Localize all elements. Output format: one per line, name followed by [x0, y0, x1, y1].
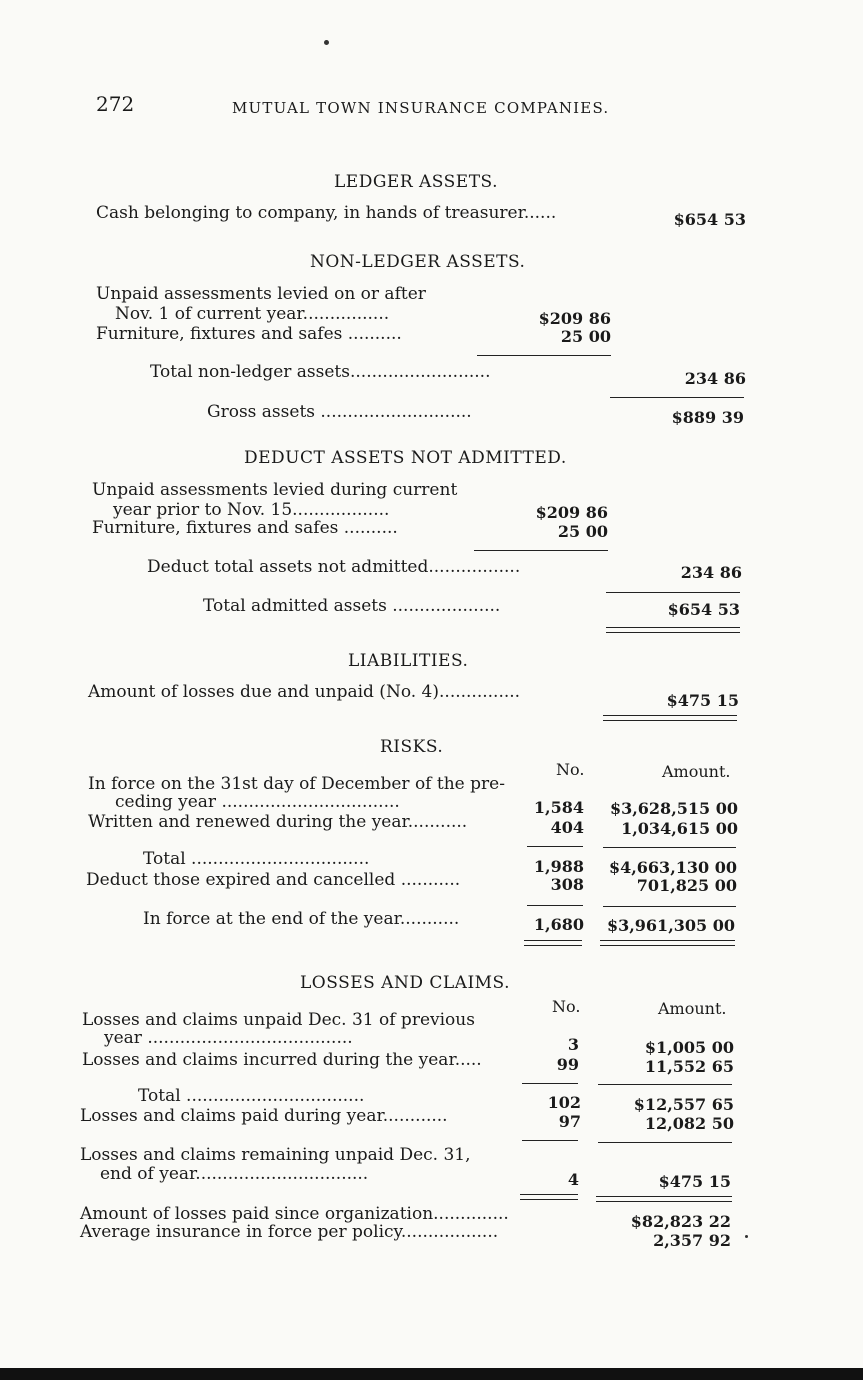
not-admitted-heading: DEDUCT ASSETS NOT ADMITTED. — [244, 448, 567, 468]
scan-bottom-edge — [0, 1368, 863, 1380]
losses-incurred-amount: 11,552 65 — [644, 1057, 734, 1076]
losses-paid-no: 97 — [558, 1112, 581, 1131]
losses-incurred-label: Losses and claims incurred during the year..... — [82, 1050, 482, 1070]
losses-incurred-no: 99 — [556, 1055, 579, 1074]
losses-unpaid-prev-amount: $1,005 00 — [644, 1038, 734, 1057]
risks-no-rule-1 — [527, 846, 583, 847]
risks-col-no: No. — [556, 760, 585, 779]
scan-speck — [324, 40, 329, 45]
risks-written-no: 404 — [550, 818, 584, 837]
average-label: Average insurance in force per policy.................. — [80, 1222, 499, 1242]
average-value: 2,357 92 — [653, 1231, 731, 1250]
losses-remaining-label-2: end of year................................ — [100, 1164, 369, 1184]
na-unpaid-label-2: year prior to Nov. 15.................. — [113, 500, 390, 520]
cash-label: Cash belonging to company, in hands of treasurer...... — [96, 203, 557, 223]
risks-inforce-label-2: ceding year ................................. — [115, 792, 400, 812]
na-deduct-value: 234 86 — [680, 563, 742, 582]
risks-inforce-amount: $3,628,515 00 — [609, 799, 738, 818]
losses-remaining-no: 4 — [567, 1170, 579, 1189]
nl-total-label: Total non-ledger assets.......................... — [150, 362, 491, 382]
losses-remaining-label-1: Losses and claims remaining unpaid Dec. 31, — [80, 1145, 471, 1165]
risks-inforce-no: 1,584 — [533, 798, 584, 817]
losses-paid-label: Losses and claims paid during year............ — [80, 1106, 448, 1126]
cash-value: $654 53 — [673, 210, 746, 229]
risks-no-rule-2 — [527, 905, 583, 906]
losses-col-amount: Amount. — [658, 999, 727, 1018]
risks-col-amount: Amount. — [662, 762, 731, 781]
nl-furniture-label: Furniture, fixtures and safes .......... — [96, 324, 402, 344]
nl-unpaid-label-2: Nov. 1 of current year................ — [115, 304, 390, 324]
admitted-label: Total admitted assets .................... — [203, 596, 501, 616]
losses-unpaid-prev-no: 3 — [567, 1035, 579, 1054]
losses-remaining-amount: $475 15 — [658, 1172, 731, 1191]
risks-total-amount: $4,663,130 00 — [608, 858, 737, 877]
losses-no-rule-2 — [522, 1140, 578, 1141]
na-furniture-value: 25 00 — [557, 522, 608, 541]
page-number: 272 — [96, 92, 135, 116]
risks-amount-rule-1 — [603, 847, 736, 848]
losses-unpaid-prev-label-2: year ...................................... — [104, 1028, 353, 1048]
risks-amount-double-rule — [600, 940, 735, 946]
nl-total-rule — [610, 397, 744, 398]
liabilities-heading: LIABILITIES. — [348, 651, 469, 671]
liab-losses-value: $475 15 — [666, 691, 739, 710]
risks-expired-label: Deduct those expired and cancelled ........... — [86, 870, 461, 890]
risks-expired-no: 308 — [550, 875, 584, 894]
admitted-double-rule — [606, 627, 740, 633]
since-org-label: Amount of losses paid since organization.............. — [80, 1204, 509, 1224]
since-org-value: $82,823 22 — [630, 1212, 731, 1231]
gross-value: $889 39 — [671, 408, 744, 427]
losses-heading: LOSSES AND CLAIMS. — [300, 973, 511, 993]
running-title: MUTUAL TOWN INSURANCE COMPANIES. — [232, 99, 610, 117]
losses-no-rule-1 — [522, 1083, 578, 1084]
risks-no-double-rule — [524, 940, 582, 946]
nl-total-value: 234 86 — [684, 369, 746, 388]
risks-heading: RISKS. — [380, 737, 444, 757]
na-subtotal-rule — [474, 550, 608, 551]
liab-losses-label: Amount of losses due and unpaid (No. 4)............... — [88, 682, 521, 702]
losses-amount-rule-1 — [598, 1084, 732, 1085]
nl-unpaid-label-1: Unpaid assessments levied on or after — [96, 284, 426, 304]
na-unpaid-value: $209 86 — [535, 503, 608, 522]
na-deduct-label: Deduct total assets not admitted................. — [147, 557, 521, 577]
risks-end-amount: $3,961,305 00 — [606, 916, 735, 935]
risks-expired-amount: 701,825 00 — [636, 876, 737, 895]
risks-total-no: 1,988 — [533, 857, 584, 876]
losses-amount-rule-2 — [598, 1142, 732, 1143]
gross-label: Gross assets ............................ — [207, 402, 472, 422]
losses-total-amount: $12,557 65 — [633, 1095, 734, 1114]
nl-subtotal-rule — [477, 355, 611, 356]
losses-col-no: No. — [552, 997, 581, 1016]
na-furniture-label: Furniture, fixtures and safes .......... — [92, 518, 398, 538]
risks-amount-rule-2 — [603, 906, 736, 907]
risks-total-label: Total ................................. — [143, 849, 370, 869]
losses-amount-double-rule — [596, 1196, 732, 1202]
risks-end-label: In force at the end of the year........... — [143, 909, 460, 929]
admitted-value: $654 53 — [667, 600, 740, 619]
risks-written-amount: 1,034,615 00 — [621, 819, 738, 838]
liab-double-rule — [603, 715, 737, 721]
losses-paid-amount: 12,082 50 — [644, 1114, 734, 1133]
risks-end-no: 1,680 — [533, 915, 584, 934]
nl-unpaid-value: $209 86 — [538, 309, 611, 328]
scan-speck — [745, 1235, 748, 1238]
losses-no-double-rule — [520, 1194, 578, 1200]
losses-unpaid-prev-label-1: Losses and claims unpaid Dec. 31 of previous — [82, 1010, 475, 1030]
ledger-assets-heading: LEDGER ASSETS. — [334, 172, 498, 192]
risks-written-label: Written and renewed during the year........... — [88, 812, 468, 832]
non-ledger-heading: NON-LEDGER ASSETS. — [310, 252, 526, 272]
risks-inforce-label-1: In force on the 31st day of December of the pre- — [88, 774, 505, 794]
na-unpaid-label-1: Unpaid assessments levied during current — [92, 480, 458, 500]
losses-total-no: 102 — [547, 1093, 581, 1112]
na-total-rule — [606, 592, 740, 593]
nl-furniture-value: 25 00 — [560, 327, 611, 346]
losses-total-label: Total ................................. — [138, 1086, 365, 1106]
